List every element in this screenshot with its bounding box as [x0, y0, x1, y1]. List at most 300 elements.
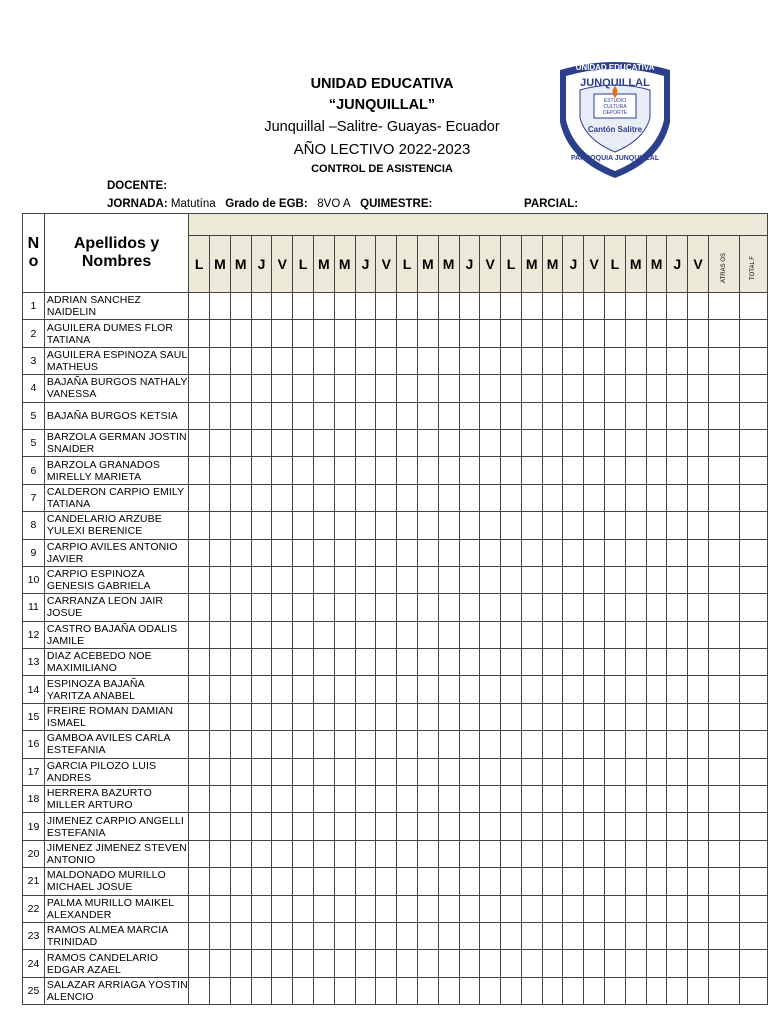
attendance-cell[interactable]: [334, 320, 355, 347]
attendance-cell[interactable]: [459, 293, 480, 320]
attendance-cell[interactable]: [230, 347, 251, 374]
attendance-cell[interactable]: [251, 539, 272, 566]
attendance-cell[interactable]: [313, 347, 334, 374]
attendance-cell[interactable]: [417, 758, 438, 785]
attendance-cell[interactable]: [397, 539, 418, 566]
attendance-cell[interactable]: [646, 457, 667, 484]
attendance-cell[interactable]: [417, 566, 438, 593]
attendance-cell[interactable]: [542, 977, 563, 1004]
attendance-cell[interactable]: [376, 922, 397, 949]
attendance-cell[interactable]: [189, 429, 210, 456]
attendance-cell[interactable]: [438, 621, 459, 648]
attendance-cell[interactable]: [293, 895, 314, 922]
attendance-cell[interactable]: [646, 813, 667, 840]
attendance-cell[interactable]: [708, 868, 739, 895]
attendance-cell[interactable]: [230, 676, 251, 703]
attendance-cell[interactable]: [542, 594, 563, 621]
attendance-cell[interactable]: [667, 977, 688, 1004]
attendance-cell[interactable]: [272, 566, 293, 593]
attendance-cell[interactable]: [584, 977, 605, 1004]
attendance-cell[interactable]: [210, 566, 231, 593]
attendance-cell[interactable]: [542, 840, 563, 867]
attendance-cell[interactable]: [625, 375, 646, 402]
attendance-cell[interactable]: [563, 922, 584, 949]
attendance-cell[interactable]: [459, 484, 480, 511]
attendance-cell[interactable]: [688, 621, 709, 648]
attendance-cell[interactable]: [739, 566, 767, 593]
attendance-cell[interactable]: [542, 703, 563, 730]
attendance-cell[interactable]: [189, 484, 210, 511]
attendance-cell[interactable]: [584, 566, 605, 593]
attendance-cell[interactable]: [376, 512, 397, 539]
attendance-cell[interactable]: [417, 676, 438, 703]
attendance-cell[interactable]: [563, 703, 584, 730]
attendance-cell[interactable]: [438, 457, 459, 484]
attendance-cell[interactable]: [708, 621, 739, 648]
attendance-cell[interactable]: [667, 786, 688, 813]
attendance-cell[interactable]: [251, 786, 272, 813]
attendance-cell[interactable]: [272, 375, 293, 402]
attendance-cell[interactable]: [417, 649, 438, 676]
attendance-cell[interactable]: [313, 457, 334, 484]
attendance-cell[interactable]: [251, 922, 272, 949]
attendance-cell[interactable]: [688, 402, 709, 429]
attendance-cell[interactable]: [542, 731, 563, 758]
attendance-cell[interactable]: [313, 594, 334, 621]
attendance-cell[interactable]: [313, 649, 334, 676]
attendance-cell[interactable]: [210, 977, 231, 1004]
attendance-cell[interactable]: [189, 786, 210, 813]
attendance-cell[interactable]: [417, 813, 438, 840]
attendance-cell[interactable]: [313, 512, 334, 539]
attendance-cell[interactable]: [480, 484, 501, 511]
attendance-cell[interactable]: [501, 813, 522, 840]
attendance-cell[interactable]: [584, 512, 605, 539]
attendance-cell[interactable]: [501, 868, 522, 895]
attendance-cell[interactable]: [417, 347, 438, 374]
attendance-cell[interactable]: [584, 429, 605, 456]
attendance-cell[interactable]: [210, 649, 231, 676]
attendance-cell[interactable]: [688, 786, 709, 813]
attendance-cell[interactable]: [459, 868, 480, 895]
attendance-cell[interactable]: [355, 676, 376, 703]
attendance-cell[interactable]: [708, 293, 739, 320]
attendance-cell[interactable]: [293, 731, 314, 758]
attendance-cell[interactable]: [313, 539, 334, 566]
attendance-cell[interactable]: [251, 566, 272, 593]
attendance-cell[interactable]: [293, 621, 314, 648]
attendance-cell[interactable]: [625, 676, 646, 703]
attendance-cell[interactable]: [438, 758, 459, 785]
attendance-cell[interactable]: [584, 539, 605, 566]
attendance-cell[interactable]: [584, 375, 605, 402]
attendance-cell[interactable]: [230, 484, 251, 511]
attendance-cell[interactable]: [667, 457, 688, 484]
attendance-cell[interactable]: [293, 922, 314, 949]
attendance-cell[interactable]: [646, 895, 667, 922]
attendance-cell[interactable]: [605, 813, 626, 840]
attendance-cell[interactable]: [189, 649, 210, 676]
attendance-cell[interactable]: [563, 402, 584, 429]
attendance-cell[interactable]: [708, 977, 739, 1004]
attendance-cell[interactable]: [459, 786, 480, 813]
attendance-cell[interactable]: [605, 703, 626, 730]
attendance-cell[interactable]: [293, 457, 314, 484]
attendance-cell[interactable]: [688, 539, 709, 566]
attendance-cell[interactable]: [459, 950, 480, 977]
attendance-cell[interactable]: [625, 786, 646, 813]
attendance-cell[interactable]: [376, 293, 397, 320]
attendance-cell[interactable]: [272, 813, 293, 840]
attendance-cell[interactable]: [563, 293, 584, 320]
attendance-cell[interactable]: [251, 676, 272, 703]
attendance-cell[interactable]: [667, 922, 688, 949]
attendance-cell[interactable]: [501, 786, 522, 813]
attendance-cell[interactable]: [334, 977, 355, 1004]
attendance-cell[interactable]: [563, 868, 584, 895]
attendance-cell[interactable]: [501, 375, 522, 402]
attendance-cell[interactable]: [708, 731, 739, 758]
attendance-cell[interactable]: [397, 594, 418, 621]
attendance-cell[interactable]: [605, 375, 626, 402]
attendance-cell[interactable]: [230, 512, 251, 539]
attendance-cell[interactable]: [397, 402, 418, 429]
attendance-cell[interactable]: [708, 649, 739, 676]
attendance-cell[interactable]: [584, 731, 605, 758]
attendance-cell[interactable]: [542, 320, 563, 347]
attendance-cell[interactable]: [438, 922, 459, 949]
attendance-cell[interactable]: [667, 539, 688, 566]
attendance-cell[interactable]: [230, 621, 251, 648]
attendance-cell[interactable]: [272, 703, 293, 730]
attendance-cell[interactable]: [688, 731, 709, 758]
attendance-cell[interactable]: [189, 840, 210, 867]
attendance-cell[interactable]: [667, 758, 688, 785]
attendance-cell[interactable]: [688, 293, 709, 320]
attendance-cell[interactable]: [542, 566, 563, 593]
attendance-cell[interactable]: [739, 895, 767, 922]
attendance-cell[interactable]: [708, 539, 739, 566]
attendance-cell[interactable]: [210, 868, 231, 895]
attendance-cell[interactable]: [230, 950, 251, 977]
attendance-cell[interactable]: [189, 594, 210, 621]
attendance-cell[interactable]: [646, 484, 667, 511]
attendance-cell[interactable]: [480, 347, 501, 374]
attendance-cell[interactable]: [313, 703, 334, 730]
attendance-cell[interactable]: [480, 922, 501, 949]
attendance-cell[interactable]: [251, 429, 272, 456]
attendance-cell[interactable]: [521, 977, 542, 1004]
attendance-cell[interactable]: [230, 594, 251, 621]
attendance-cell[interactable]: [397, 922, 418, 949]
attendance-cell[interactable]: [251, 375, 272, 402]
attendance-cell[interactable]: [438, 813, 459, 840]
attendance-cell[interactable]: [480, 539, 501, 566]
attendance-cell[interactable]: [272, 539, 293, 566]
attendance-cell[interactable]: [355, 293, 376, 320]
attendance-cell[interactable]: [563, 786, 584, 813]
attendance-cell[interactable]: [459, 621, 480, 648]
attendance-cell[interactable]: [417, 594, 438, 621]
attendance-cell[interactable]: [605, 977, 626, 1004]
attendance-cell[interactable]: [521, 375, 542, 402]
attendance-cell[interactable]: [739, 457, 767, 484]
attendance-cell[interactable]: [334, 840, 355, 867]
attendance-cell[interactable]: [501, 895, 522, 922]
attendance-cell[interactable]: [501, 703, 522, 730]
attendance-cell[interactable]: [230, 703, 251, 730]
attendance-cell[interactable]: [397, 375, 418, 402]
attendance-cell[interactable]: [313, 566, 334, 593]
attendance-cell[interactable]: [646, 922, 667, 949]
attendance-cell[interactable]: [521, 457, 542, 484]
attendance-cell[interactable]: [293, 347, 314, 374]
attendance-cell[interactable]: [667, 594, 688, 621]
attendance-cell[interactable]: [417, 375, 438, 402]
attendance-cell[interactable]: [210, 293, 231, 320]
attendance-cell[interactable]: [501, 512, 522, 539]
attendance-cell[interactable]: [189, 895, 210, 922]
attendance-cell[interactable]: [459, 429, 480, 456]
attendance-cell[interactable]: [459, 566, 480, 593]
attendance-cell[interactable]: [667, 320, 688, 347]
attendance-cell[interactable]: [313, 758, 334, 785]
attendance-cell[interactable]: [355, 457, 376, 484]
attendance-cell[interactable]: [584, 703, 605, 730]
attendance-cell[interactable]: [251, 895, 272, 922]
attendance-cell[interactable]: [542, 786, 563, 813]
attendance-cell[interactable]: [521, 786, 542, 813]
attendance-cell[interactable]: [417, 402, 438, 429]
attendance-cell[interactable]: [646, 950, 667, 977]
attendance-cell[interactable]: [189, 539, 210, 566]
attendance-cell[interactable]: [334, 703, 355, 730]
attendance-cell[interactable]: [542, 429, 563, 456]
attendance-cell[interactable]: [739, 293, 767, 320]
attendance-cell[interactable]: [708, 813, 739, 840]
attendance-cell[interactable]: [334, 512, 355, 539]
attendance-cell[interactable]: [688, 676, 709, 703]
attendance-cell[interactable]: [584, 758, 605, 785]
attendance-cell[interactable]: [459, 457, 480, 484]
attendance-cell[interactable]: [189, 731, 210, 758]
attendance-cell[interactable]: [189, 676, 210, 703]
attendance-cell[interactable]: [646, 649, 667, 676]
attendance-cell[interactable]: [313, 977, 334, 1004]
attendance-cell[interactable]: [739, 649, 767, 676]
attendance-cell[interactable]: [739, 676, 767, 703]
attendance-cell[interactable]: [667, 840, 688, 867]
attendance-cell[interactable]: [542, 649, 563, 676]
attendance-cell[interactable]: [210, 731, 231, 758]
attendance-cell[interactable]: [563, 840, 584, 867]
attendance-cell[interactable]: [480, 758, 501, 785]
attendance-cell[interactable]: [355, 402, 376, 429]
attendance-cell[interactable]: [688, 429, 709, 456]
attendance-cell[interactable]: [521, 649, 542, 676]
attendance-cell[interactable]: [646, 731, 667, 758]
attendance-cell[interactable]: [272, 457, 293, 484]
attendance-cell[interactable]: [667, 703, 688, 730]
attendance-cell[interactable]: [334, 621, 355, 648]
attendance-cell[interactable]: [334, 868, 355, 895]
attendance-cell[interactable]: [313, 320, 334, 347]
attendance-cell[interactable]: [625, 731, 646, 758]
attendance-cell[interactable]: [521, 594, 542, 621]
attendance-cell[interactable]: [521, 539, 542, 566]
attendance-cell[interactable]: [688, 347, 709, 374]
attendance-cell[interactable]: [355, 786, 376, 813]
attendance-cell[interactable]: [376, 594, 397, 621]
attendance-cell[interactable]: [397, 429, 418, 456]
attendance-cell[interactable]: [584, 868, 605, 895]
attendance-cell[interactable]: [397, 703, 418, 730]
attendance-cell[interactable]: [313, 293, 334, 320]
attendance-cell[interactable]: [272, 977, 293, 1004]
attendance-cell[interactable]: [189, 621, 210, 648]
attendance-cell[interactable]: [210, 840, 231, 867]
attendance-cell[interactable]: [230, 457, 251, 484]
attendance-cell[interactable]: [417, 539, 438, 566]
attendance-cell[interactable]: [355, 375, 376, 402]
attendance-cell[interactable]: [739, 813, 767, 840]
attendance-cell[interactable]: [688, 594, 709, 621]
attendance-cell[interactable]: [459, 703, 480, 730]
attendance-cell[interactable]: [210, 320, 231, 347]
attendance-cell[interactable]: [376, 840, 397, 867]
attendance-cell[interactable]: [646, 320, 667, 347]
attendance-cell[interactable]: [584, 950, 605, 977]
attendance-cell[interactable]: [739, 950, 767, 977]
attendance-cell[interactable]: [480, 895, 501, 922]
attendance-cell[interactable]: [438, 320, 459, 347]
attendance-cell[interactable]: [293, 594, 314, 621]
attendance-cell[interactable]: [210, 813, 231, 840]
attendance-cell[interactable]: [480, 594, 501, 621]
attendance-cell[interactable]: [521, 566, 542, 593]
attendance-cell[interactable]: [501, 731, 522, 758]
attendance-cell[interactable]: [521, 868, 542, 895]
attendance-cell[interactable]: [708, 786, 739, 813]
attendance-cell[interactable]: [625, 402, 646, 429]
attendance-cell[interactable]: [397, 950, 418, 977]
attendance-cell[interactable]: [230, 868, 251, 895]
attendance-cell[interactable]: [438, 676, 459, 703]
attendance-cell[interactable]: [739, 840, 767, 867]
attendance-cell[interactable]: [688, 320, 709, 347]
attendance-cell[interactable]: [355, 347, 376, 374]
attendance-cell[interactable]: [605, 347, 626, 374]
attendance-cell[interactable]: [584, 813, 605, 840]
attendance-cell[interactable]: [313, 429, 334, 456]
attendance-cell[interactable]: [313, 868, 334, 895]
attendance-cell[interactable]: [708, 566, 739, 593]
attendance-cell[interactable]: [230, 375, 251, 402]
attendance-cell[interactable]: [355, 813, 376, 840]
attendance-cell[interactable]: [230, 539, 251, 566]
attendance-cell[interactable]: [355, 731, 376, 758]
attendance-cell[interactable]: [355, 539, 376, 566]
attendance-cell[interactable]: [563, 512, 584, 539]
attendance-cell[interactable]: [272, 922, 293, 949]
attendance-cell[interactable]: [542, 621, 563, 648]
attendance-cell[interactable]: [251, 950, 272, 977]
attendance-cell[interactable]: [667, 868, 688, 895]
attendance-cell[interactable]: [438, 840, 459, 867]
attendance-cell[interactable]: [563, 649, 584, 676]
attendance-cell[interactable]: [313, 484, 334, 511]
attendance-cell[interactable]: [625, 566, 646, 593]
attendance-cell[interactable]: [480, 950, 501, 977]
attendance-cell[interactable]: [584, 457, 605, 484]
attendance-cell[interactable]: [376, 566, 397, 593]
attendance-cell[interactable]: [501, 676, 522, 703]
attendance-cell[interactable]: [272, 320, 293, 347]
attendance-cell[interactable]: [563, 457, 584, 484]
attendance-cell[interactable]: [438, 402, 459, 429]
attendance-cell[interactable]: [397, 621, 418, 648]
attendance-cell[interactable]: [584, 484, 605, 511]
attendance-cell[interactable]: [334, 895, 355, 922]
attendance-cell[interactable]: [230, 320, 251, 347]
attendance-cell[interactable]: [625, 293, 646, 320]
attendance-cell[interactable]: [480, 566, 501, 593]
attendance-cell[interactable]: [521, 922, 542, 949]
attendance-cell[interactable]: [355, 566, 376, 593]
attendance-cell[interactable]: [293, 320, 314, 347]
attendance-cell[interactable]: [210, 539, 231, 566]
attendance-cell[interactable]: [355, 840, 376, 867]
attendance-cell[interactable]: [625, 895, 646, 922]
attendance-cell[interactable]: [189, 813, 210, 840]
attendance-cell[interactable]: [521, 758, 542, 785]
attendance-cell[interactable]: [293, 840, 314, 867]
attendance-cell[interactable]: [646, 703, 667, 730]
attendance-cell[interactable]: [480, 375, 501, 402]
attendance-cell[interactable]: [355, 703, 376, 730]
attendance-cell[interactable]: [688, 375, 709, 402]
attendance-cell[interactable]: [646, 676, 667, 703]
attendance-cell[interactable]: [417, 840, 438, 867]
attendance-cell[interactable]: [459, 375, 480, 402]
attendance-cell[interactable]: [542, 950, 563, 977]
attendance-cell[interactable]: [688, 813, 709, 840]
attendance-cell[interactable]: [334, 484, 355, 511]
attendance-cell[interactable]: [688, 484, 709, 511]
attendance-cell[interactable]: [605, 457, 626, 484]
attendance-cell[interactable]: [521, 621, 542, 648]
attendance-cell[interactable]: [313, 950, 334, 977]
attendance-cell[interactable]: [542, 868, 563, 895]
attendance-cell[interactable]: [397, 347, 418, 374]
attendance-cell[interactable]: [646, 786, 667, 813]
attendance-cell[interactable]: [397, 484, 418, 511]
attendance-cell[interactable]: [667, 347, 688, 374]
attendance-cell[interactable]: [625, 594, 646, 621]
attendance-cell[interactable]: [417, 922, 438, 949]
attendance-cell[interactable]: [417, 786, 438, 813]
attendance-cell[interactable]: [646, 868, 667, 895]
attendance-cell[interactable]: [625, 429, 646, 456]
attendance-cell[interactable]: [272, 840, 293, 867]
attendance-cell[interactable]: [605, 621, 626, 648]
attendance-cell[interactable]: [501, 950, 522, 977]
attendance-cell[interactable]: [708, 375, 739, 402]
attendance-cell[interactable]: [438, 868, 459, 895]
attendance-cell[interactable]: [313, 895, 334, 922]
attendance-cell[interactable]: [459, 676, 480, 703]
attendance-cell[interactable]: [739, 621, 767, 648]
